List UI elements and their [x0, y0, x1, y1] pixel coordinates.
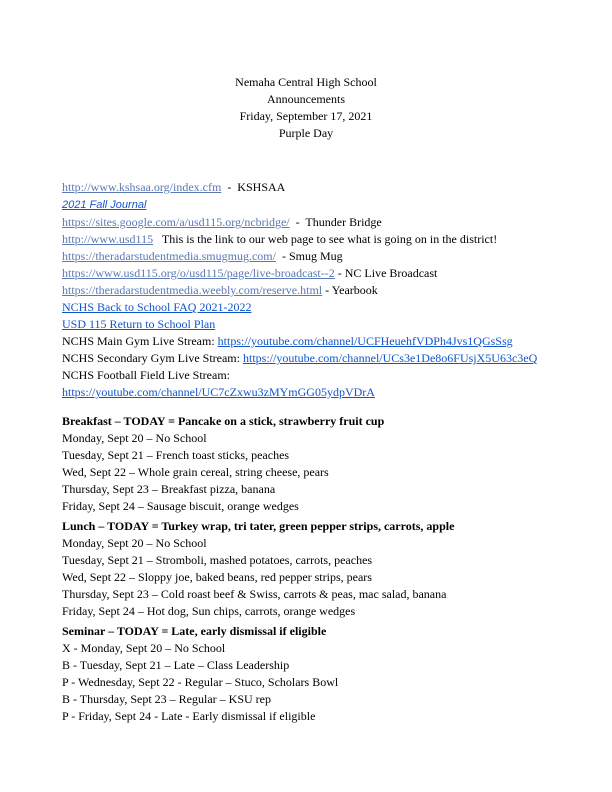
smugmug-link[interactable]: https://theradarstudentmedia.smugmug.com/ [62, 249, 276, 263]
football-field-label: NCHS Football Field Live Stream: [62, 368, 230, 382]
kshsaa-desc: - KSHSAA [221, 180, 286, 194]
lunch-heading: Lunch – TODAY = Turkey wrap, tri tater, green pepper strips, carrots, apple [62, 519, 455, 533]
link-row-fall-journal [62, 196, 537, 214]
links-section [62, 179, 537, 401]
district-desc: This is the link to our web page to see what is going on in the district! [153, 232, 498, 246]
document-header [0, 74, 612, 142]
seminar-item: B - Tuesday, Sept 21 – Late – Class Leadership [62, 658, 290, 672]
announcements-title: Announcements [267, 92, 345, 106]
breakfast-item: Wed, Sept 22 – Whole grain cereal, string cheese, pears [62, 465, 329, 479]
stream-row-main-gym [62, 333, 537, 350]
school-name: Nemaha Central High School [235, 75, 377, 89]
yearbook-link[interactable]: https://theradarstudentmedia.weebly.com/reserve.html [62, 283, 323, 297]
kshsaa-link[interactable]: http://www.kshsaa.org/index.cfm [62, 180, 222, 194]
lunch-item: Thursday, Sept 23 – Cold roast beef & Swiss, carrots & peas, mac salad, banana [62, 587, 447, 601]
breakfast-item: Friday, Sept 24 – Sausage biscuit, orange wedges [62, 499, 299, 513]
lunch-section [62, 518, 454, 620]
stream-row-football-link [62, 384, 537, 401]
link-row-return-plan [62, 316, 537, 333]
secondary-gym-label: NCHS Secondary Gym Live Stream: [62, 351, 243, 365]
district-link[interactable]: http://www.usd115 [62, 232, 154, 246]
link-row-kshsaa [62, 179, 537, 196]
breakfast-item: Thursday, Sept 23 – Breakfast pizza, banana [62, 482, 276, 496]
football-field-stream-link[interactable]: https://youtube.com/channel/UC7cZxwu3zMYmGG05ydpVDrA [62, 385, 375, 399]
seminar-item: P - Wednesday, Sept 22 - Regular – Stuco, Scholars Bowl [62, 675, 339, 689]
link-row-faq [62, 299, 537, 316]
lunch-item: Tuesday, Sept 21 – Stromboli, mashed potatoes, carrots, peaches [62, 553, 373, 567]
secondary-gym-stream-link[interactable]: https://youtube.com/channel/UCs3e1De8o6FUsjX5U63c3eQ [242, 351, 538, 365]
link-row-yearbook [62, 282, 537, 299]
seminar-item: P - Friday, Sept 24 - Late - Early dismissal if eligible [62, 709, 316, 723]
return-to-school-plan-link[interactable]: USD 115 Return to School Plan [62, 317, 216, 331]
seminar-item: B - Thursday, Sept 23 – Regular – KSU rep [62, 692, 271, 706]
seminar-heading: Seminar – TODAY = Late, early dismissal if eligible [62, 624, 327, 638]
back-to-school-faq-link[interactable]: NCHS Back to School FAQ 2021-2022 [62, 300, 252, 314]
breakfast-heading: Breakfast – TODAY = Pancake on a stick, strawberry fruit cup [62, 414, 385, 428]
smugmug-desc: - Smug Mug [275, 249, 343, 263]
main-gym-stream-link[interactable]: https://youtube.com/channel/UCFHeuehfVDPh4Jvs1QGsSsg [217, 334, 513, 348]
main-gym-label: NCHS Main Gym Live Stream: [62, 334, 218, 348]
breakfast-item: Monday, Sept 20 – No School [62, 431, 207, 445]
link-row-smugmug [62, 248, 537, 265]
breakfast-section [62, 413, 384, 515]
yearbook-desc: - Yearbook [322, 283, 378, 297]
link-row-thunder-bridge [62, 214, 537, 231]
link-row-district [62, 231, 537, 248]
live-broadcast-desc: - NC Live Broadcast [334, 266, 438, 280]
fall-journal-link[interactable]: 2021 Fall Journal [62, 199, 147, 211]
thunder-bridge-desc: - Thunder Bridge [289, 215, 382, 229]
lunch-item: Monday, Sept 20 – No School [62, 536, 207, 550]
announcement-date: Friday, September 17, 2021 [239, 109, 373, 123]
breakfast-item: Tuesday, Sept 21 – French toast sticks, peaches [62, 448, 290, 462]
seminar-item: X - Monday, Sept 20 – No School [62, 641, 226, 655]
thunder-bridge-link[interactable]: https://sites.google.com/a/usd115.org/ncbridge/ [62, 215, 290, 229]
live-broadcast-link[interactable]: https://www.usd115.org/o/usd115/page/live-broadcast--2 [62, 266, 335, 280]
lunch-item: Friday, Sept 24 – Hot dog, Sun chips, carrots, orange wedges [62, 604, 356, 618]
stream-row-secondary-gym [62, 350, 537, 367]
lunch-item: Wed, Sept 22 – Sloppy joe, baked beans, red pepper strips, pears [62, 570, 372, 584]
stream-row-football-label [62, 367, 537, 384]
day-color: Purple Day [278, 126, 334, 140]
link-row-live-broadcast [62, 265, 537, 282]
seminar-section [62, 623, 338, 725]
